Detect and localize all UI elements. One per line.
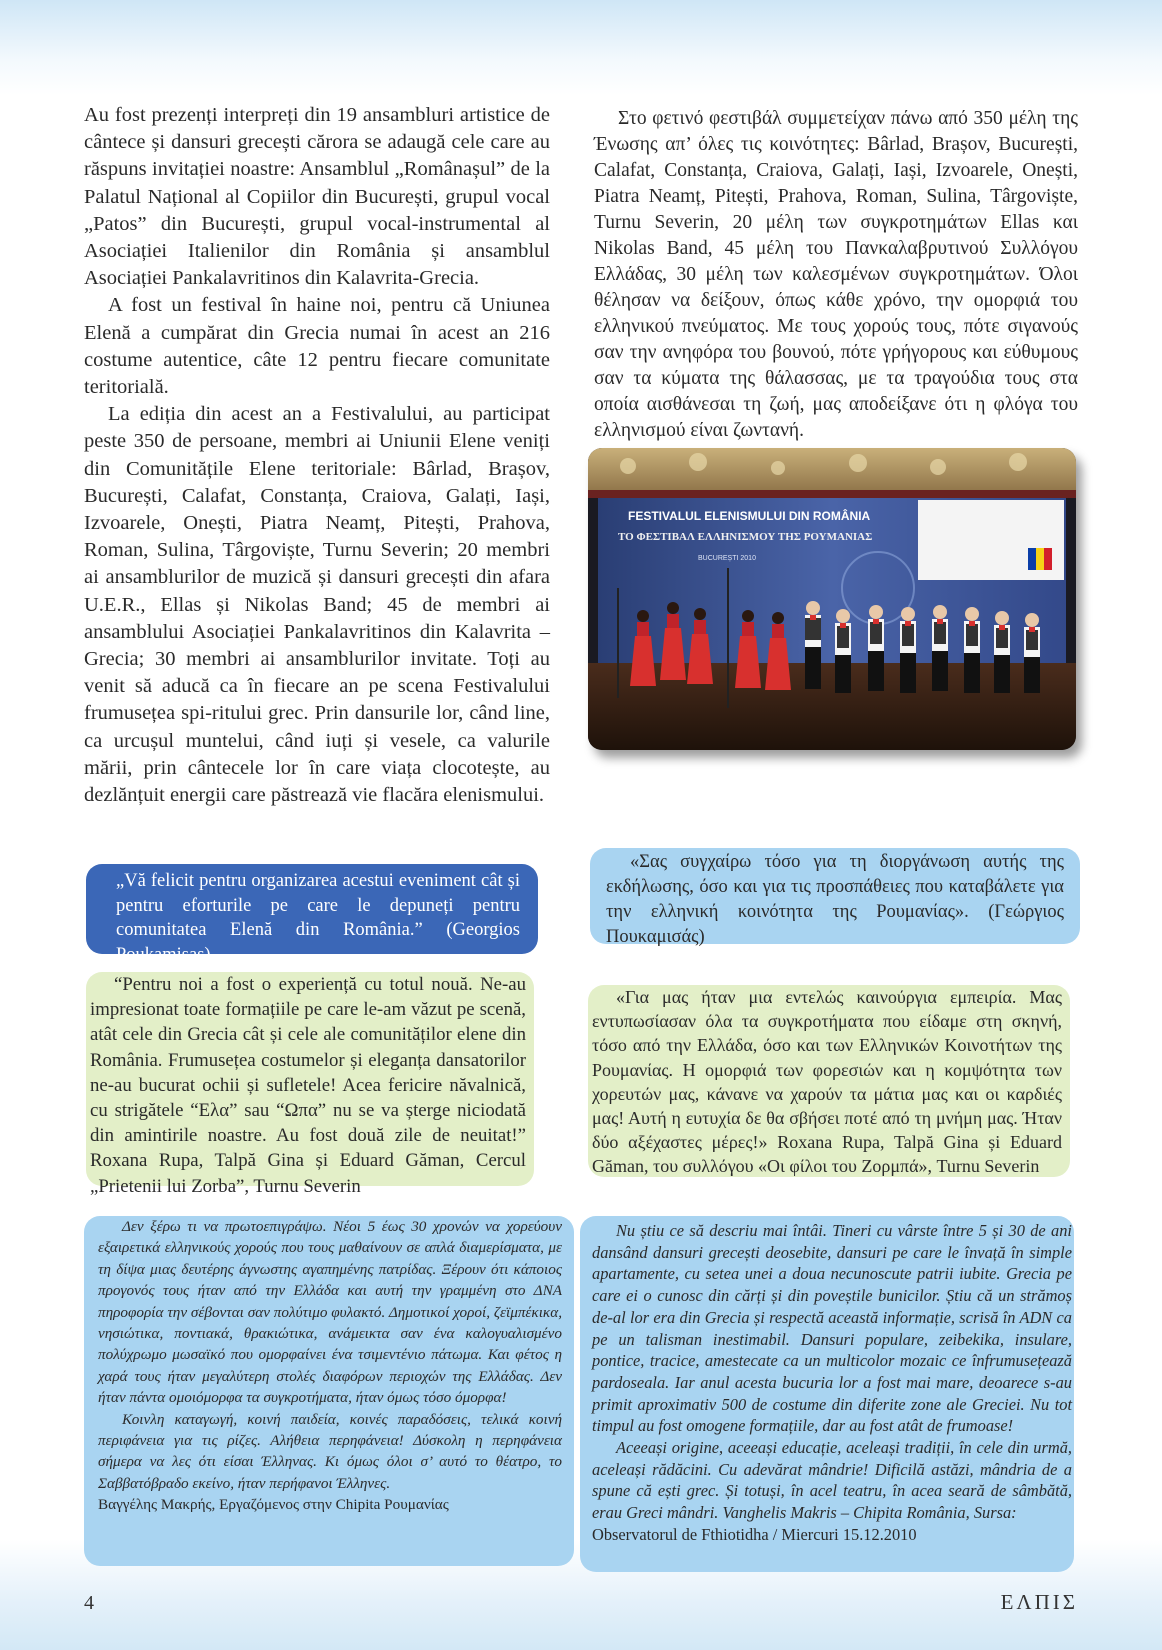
- romanian-essay-source: Observatorul de Fthiotidha / Miercuri 15.12.2010: [592, 1524, 917, 1544]
- page-number: 4: [84, 1592, 94, 1614]
- ro-paragraph-3: La ediția din acest an a Festivalului, au participat peste 350 de persoane, membri ai Uniunii Elene veniți din Comunitățile Elene teritoriale: Bârlad, Brașov, București, Calafat, Constanța, Craiova, Galați, Iași, Izvoarele, Onești, Piatra Neamț, Pitești, Prahova, Roman, Sulina, Târgoviște, Turnu Severin; 20 membri ai ansamblurilor de muzică și dansuri grecești din afara U.E.R., Ellas și Nikolas Band; 45 de membri ai ansamblului Asociației Pankalavritinos din Kalavrita – Grecia; 30 membri ai ansamblurilor invitate. Toți au venit să aducă ca în fiecare an pe scena Festivalului frumusețea spi-ritului grec. Prin dansurile lor, când line, ca urcușul muntelui, când iuți și vesele, ca valurile mării, prin cântecele lor în care viața clocotește, au dezlănțuit energii care păstrează vie flacăra elenismului.: [84, 403, 550, 807]
- romanian-quote-poukamisas: „Vă felicit pentru organizarea acestui eveniment cât și pentru eforturile pe care le depuneți pentru comunitatea Elenă din România.” (Georgios Poukamisas): [86, 864, 538, 954]
- greek-essay-makris: [84, 1216, 574, 1566]
- greek-quote-poukamisas: «Σας συγχαίρω τόσο για τη διοργάνωση αυτής της εκδήλωσης, όσο και για τις προσπάθειες που καταβάλετε για την ελληνική κοινότητα της Ρουμανίας». (Γεώργιος Πουκαμισάς): [590, 848, 1080, 944]
- romanian-essay-paragraph-1: Nu știu ce să descriu mai întâi. Tineri cu vârste între 5 și 30 de ani dansând dansuri grecești deosebite, dansuri pe care le învață în simple apartamente, cu setea unei a doua necunoscute patrii iubite. Grecia pe care ei o cunosc din cărți și din poveștile bunicilor. Știu că un strămoș de-al lor era din Grecia și respectă această informație, scrisă în ADN ca pe un talisman inestimabil. Dansuri populare, zeibekika, insulare, pontice, tracice, amestecate ca un multicolor mozaic ce înfrumusețează pardoseala. Iar anul acesta bucuria lor a fost mai mare, deoarece s-au primit aproximativ 500 de costume din diferite zone ale Greciei. Nu tot timpul au fost omogene formațiile, dar au fost atât de frumoase!: [592, 1221, 1072, 1436]
- banner-text-greek: ΤΟ ΦΕΣΤΙΒΑΛ ΕΛΛΗΝΙΣΜΟΥ ΤΗΣ ΡΟΥΜΑΝΙΑΣ: [618, 531, 873, 543]
- greek-essay-signature: Βαγγέλης Μακρής, Εργαζόμενος στην Chipita Ρουμανίας: [98, 1496, 449, 1514]
- festival-stage-photo: [588, 448, 1076, 750]
- magazine-title: ΕΛΠΙΣ: [1000, 1590, 1078, 1614]
- greek-quote-zorba-circle: «Για μας ήταν μια εντελώς καινούργια εμπειρία. Μας εντυπωσίασαν όλα τα συγκροτήματα που είδαμε στη σκηνή, τόσο από την Ελλάδα, όσο και των Ελληνικών Κοινοτήτων της Ρουμανίας. Η ομορφιά των φορεσιών και η κομψότητα των χορευτών μας, κάνανε να χαρούν τα μάτια μας και οι καρδιές μας! Αυτή η ευτυχία δε θα σβήσει ποτέ από τη μνήμη μας. Ήταν δύο αξέχαστες μέρες!» Roxana Rupa, Talpă Gina și Eduard Găman, του συλλόγου «Οι φίλοι του Ζορμπά», Turnu Severin: [588, 985, 1070, 1177]
- ro-paragraph-1: Au fost prezenți interpreți din 19 ansambluri artistice de cântece și dansuri grecești cărora se adaugă cele care au răspuns invitației noastre: Ansamblul „Românașul” de la Palatul Național al Copiilor din București, grupul vocal „Patos” din București, grupul vocal-instrumental al Asociației Italienilor din România și ansamblul Asociației Pankalavritinos din Kalavrita-Grecia.: [84, 104, 550, 290]
- romanian-quote-zorba-circle: “Pentru noi a fost o experiență cu totul nouă. Ne-au impresionat toate formațiile pe care le-am văzut pe scenă, atât cele din Grecia cât și cele ale comunităților elene din România. Frumusețea costumelor și eleganța dansatorilor ne-au bucurat ochii și sufletele! Acea fericire năvalnică, cu strigătele “Ελα” sau “Ωπα” nu se va șterge niciodată din amintirile noastre. Au fost două zile de neuitat!” Roxana Rupa, Talpă Gina și Eduard Găman, Cercul „Prietenii lui Zorba”, Turnu Severin: [86, 972, 534, 1186]
- greek-article-column: Στο φετινό φεστιβάλ συμμετείχαν πάνω από 350 μέλη της Ένωσης απ’ όλες τις κοινότητες: Bârlad, Brașov, București, Calafat, Constanța, Craiova, Galați, Iași, Izvoarele, Onești, Piatra Neamț, Pitești, Prahova, Roman, Sulina, Târgoviște, Turnu Severin, 20 μέλη των συγκροτημάτων Ellas και Nikolas Band, 45 μέλη του Πανκαλαβρυτινού Συλλόγου Ελλάδας, 30 μέλη των καλεσμένων συγκροτημάτων. Όλοι θέλησαν να δείξουν, όπως κάθε χρόνο, την ομορφιά του ελληνικού πνεύματος. Με τους χορούς τους, πότε σιγανούς σαν την ανηφόρα του βουνού, πότε γρήγορους και εύθυμους σαν τα κύματα της θάλασσας, με τα τραγούδια τους στα οποία αισθάνεσαι τη ζωή, μας αποδείξανε ότι η φλόγα του ελληνισμού είναι ζωντανή.: [594, 108, 1078, 441]
- banner-text-romanian: FESTIVALUL ELENISMULUI DIN ROMÂNIA: [628, 509, 871, 523]
- greek-essay-paragraph-1: Δεν ξέρω τι να πρωτοεπιγράψω. Νέοι 5 έως 30 χρονών να χορεύουν εξαιρετικά ελληνικούς χορούς που τους μαθαίνουν σε απλά διαμερίσματα, με τη δίψα μιας δευτέρης άγνωστης αγαπημένης πατρίδας. Ξέρουν ότι κάποιος προγονός τους ήταν από την Ελλάδα και αυτή την γραμμένη στο ΔΝΑ πηροφορία την σέβονται σαν πολύτιμο φυλακτό. Δημοτικοί χοροί, ζεϊμπέκικα, νησιώτικα, ποντιακά, θρακιώτικα, ανάμεικτα σαν ένα καλογυαλισμένο πολύχρωμο μωσαϊκό που ομορφαίνει ένα τσιμεντένιο πάτωμα. Και φέτος η χαρά τους ήταν μεγαλύτερη στολές διαφόρων περιοχών της Ελλάδας. Δεν ήταν πάντα ομοιόμορφα τα συγκροτήματα, ήταν όμως τόσο όμορφα!: [98, 1218, 562, 1407]
- banner-text-city: BUCUREȘTI 2010: [698, 555, 756, 562]
- romanian-essay-paragraph-2: Aceeași origine, aceeași educație, aceleași tradiții, în cele din urmă, aceleași rădăcini. Cu adevărat mândrie! Dificilă astăzi, mândria de a spune că ești grec. Și totuși, în acel teatru, în acea seară de sâmbătă, erau Greci mândri. Vanghelis Makris – Chipita România, Sursa:: [592, 1438, 1072, 1523]
- ro-paragraph-2: A fost un festival în haine noi, pentru că Uniunea Elenă a cumpărat din Grecia numai în acest an 216 costume autentice, câte 12 pentru fiecare comunitate teritorială.: [84, 294, 550, 399]
- romanian-essay-makris: [580, 1216, 1074, 1572]
- greek-essay-paragraph-2: Κοινλη καταγωγή, κοινή παιδεία, κοινές παραδόσεις, τελικά κοινή περιφάνεια για τις ρίζες. Αλήθεια περηφάνεια! Δύσκολη η περηφάνεια σήμερα να λες ότι είσαι Έλληνας. Κι όμως όλοι σ’ αυτό το θέατρο, το Σαββατόβραδο εκείνο, ήταν περήφανοι Έλληνες.: [98, 1410, 562, 1492]
- romanian-article-column: [84, 102, 550, 809]
